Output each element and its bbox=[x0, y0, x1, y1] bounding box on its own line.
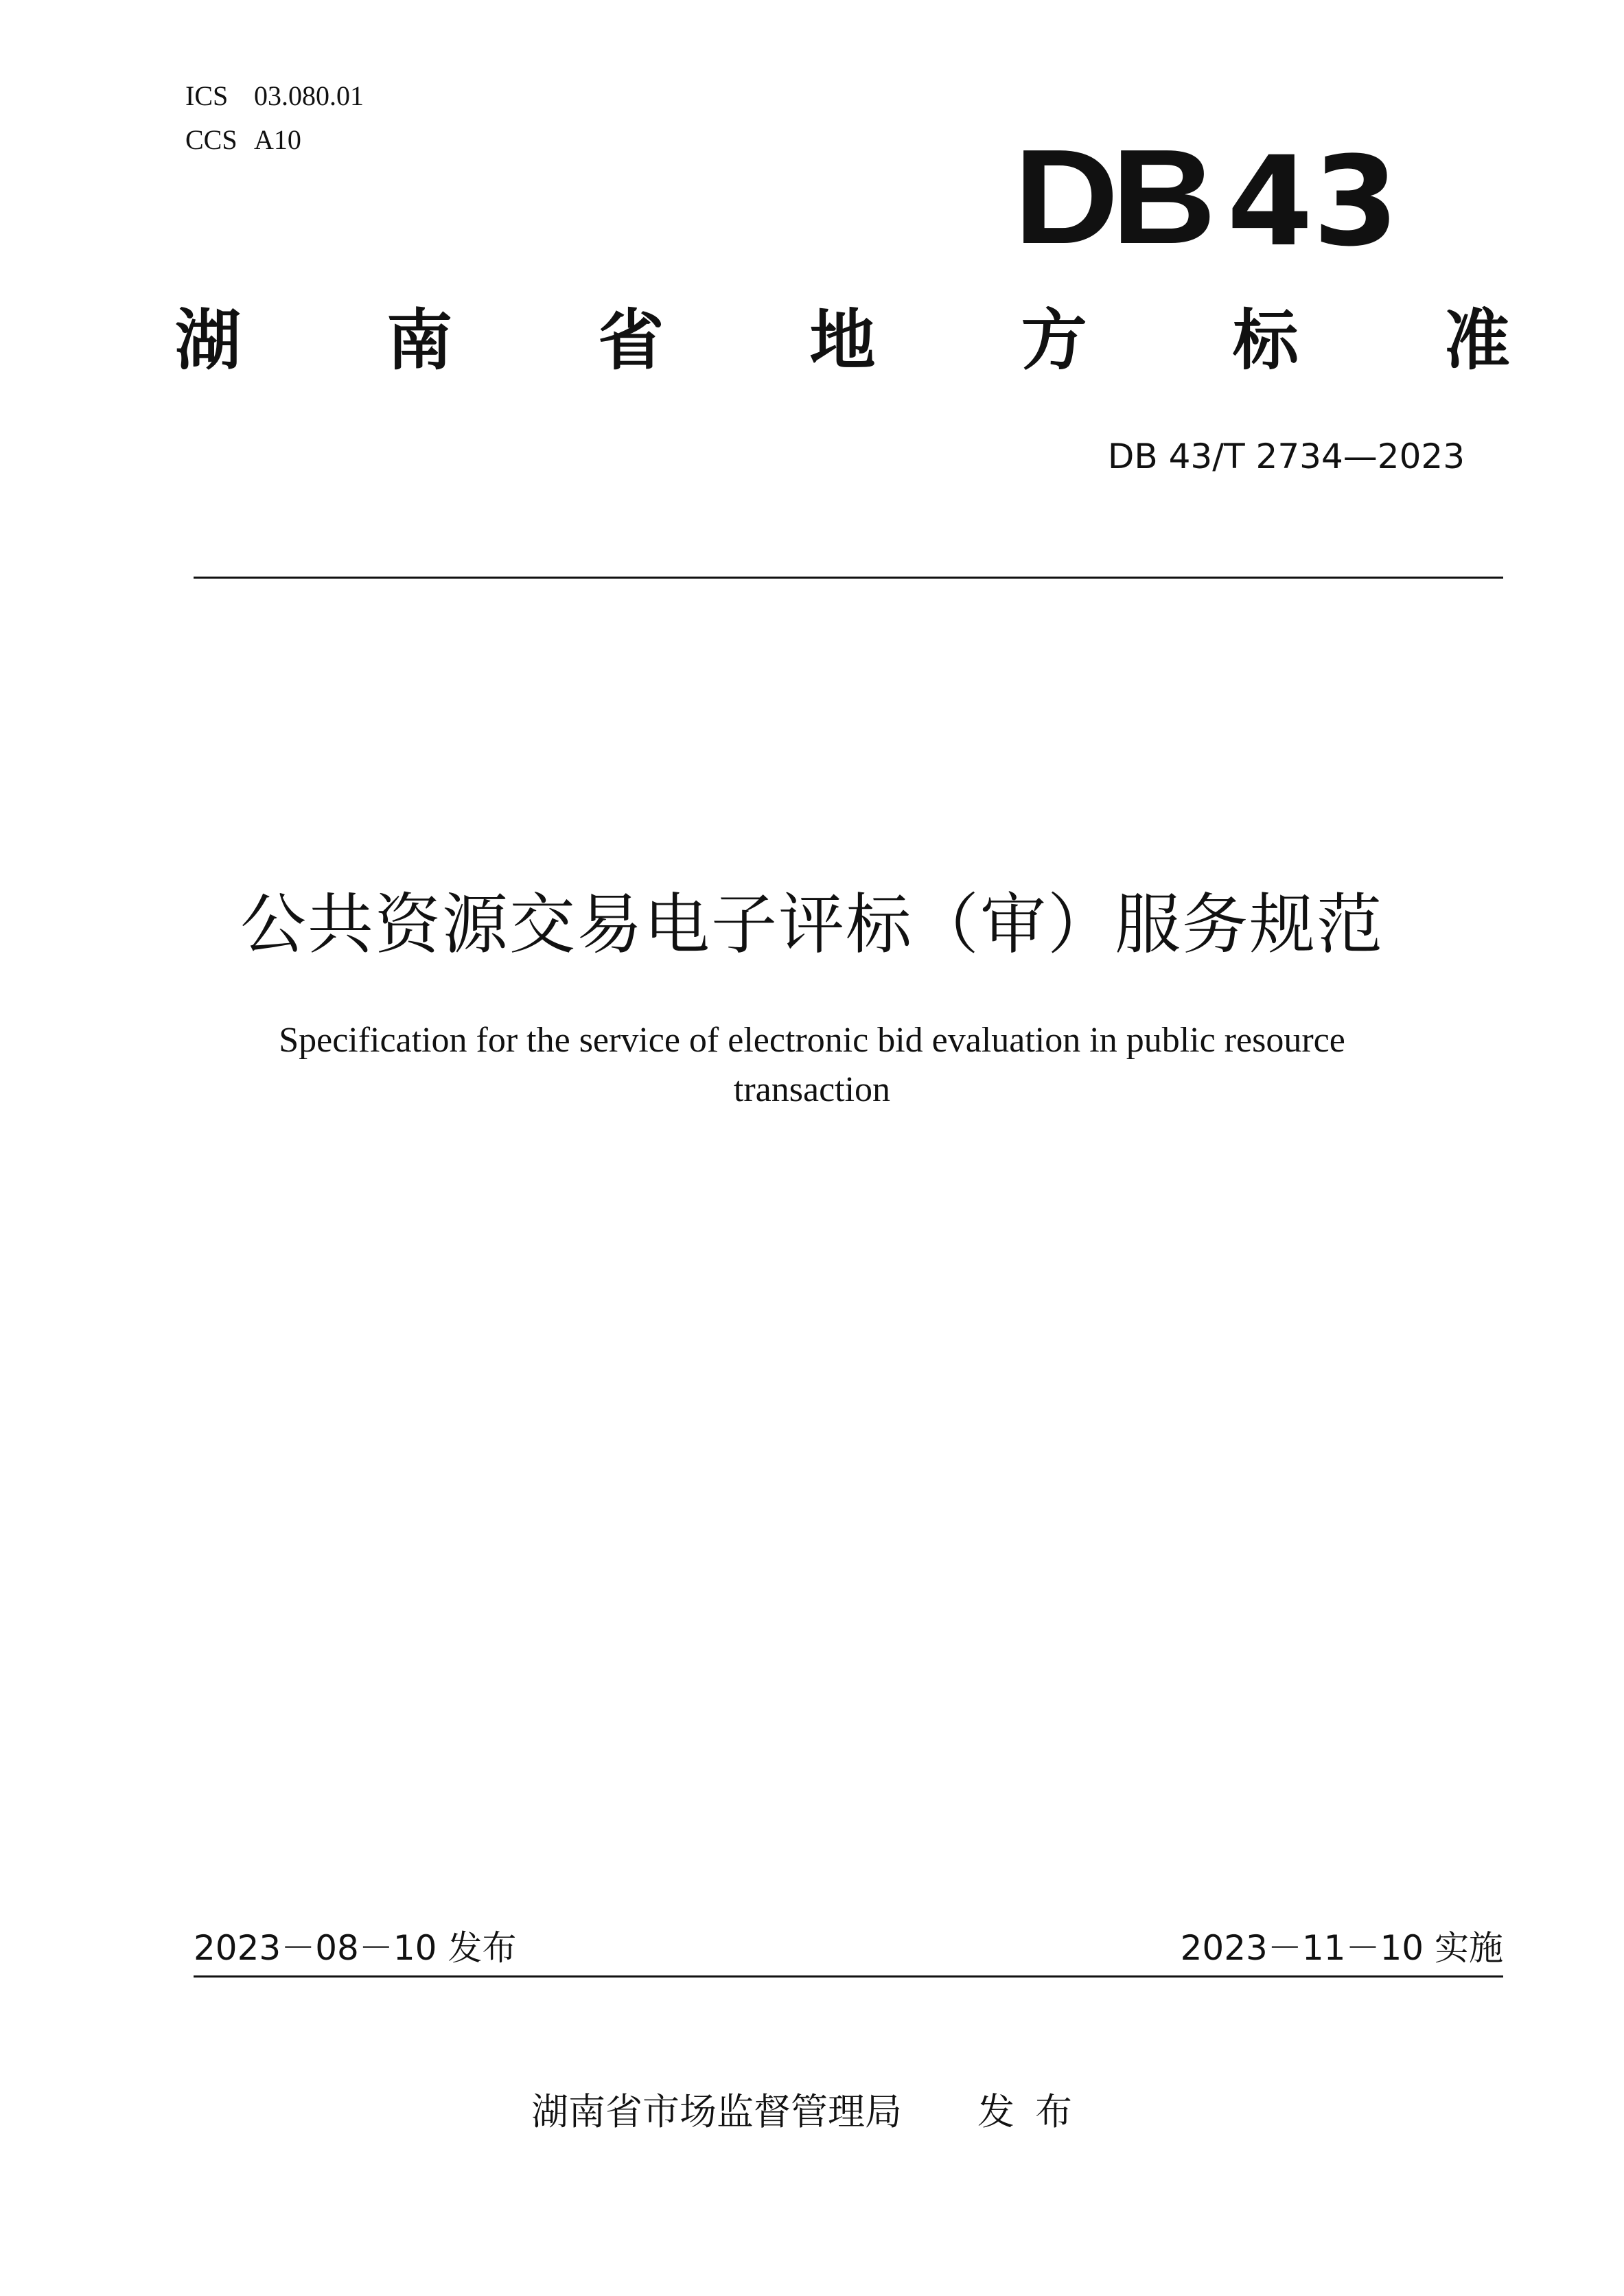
english-title-line: transaction bbox=[733, 1070, 891, 1109]
standard-type-char: 准 bbox=[1443, 302, 1510, 379]
ics-value: 03.080.01 bbox=[254, 80, 364, 111]
publisher-name: 湖南省市场监督管理局 bbox=[531, 2090, 902, 2133]
logo-prefix: DB bbox=[1014, 121, 1209, 272]
standard-type-char: 南 bbox=[386, 302, 453, 379]
bottom-divider bbox=[194, 1975, 1503, 1978]
ics-label: ICS bbox=[185, 80, 229, 111]
standard-type-char: 湖 bbox=[175, 302, 241, 379]
standard-type-char: 方 bbox=[1021, 302, 1087, 379]
english-title-line: Specification for the service of electronic bid evaluation in public resource bbox=[279, 1021, 1345, 1060]
ccs-value: A10 bbox=[254, 124, 301, 155]
document-title-english bbox=[206, 1016, 1418, 1115]
standard-type-char: 省 bbox=[598, 302, 664, 379]
standard-type-char: 地 bbox=[809, 302, 876, 379]
implementation-date: 2023－11－10 实施 bbox=[1180, 1928, 1503, 1968]
standard-type-heading bbox=[175, 302, 1510, 379]
publisher-line bbox=[0, 2090, 1624, 2135]
ccs-label: CCS bbox=[185, 124, 237, 155]
top-divider bbox=[194, 577, 1503, 579]
ccs-code bbox=[185, 118, 364, 162]
classification-codes bbox=[185, 74, 364, 162]
ics-code bbox=[185, 74, 364, 118]
standard-number: DB 43/T 2734—2023 bbox=[1107, 437, 1465, 476]
publish-action: 发布 bbox=[977, 2090, 1093, 2133]
issue-date: 2023－08－10 发布 bbox=[194, 1928, 517, 1968]
document-title-chinese: 公共资源交易电子评标（审）服务规范 bbox=[240, 886, 1384, 963]
logo-number: 43 bbox=[1227, 130, 1399, 274]
db-logo bbox=[1014, 121, 1399, 274]
standard-type-char: 标 bbox=[1232, 302, 1299, 379]
